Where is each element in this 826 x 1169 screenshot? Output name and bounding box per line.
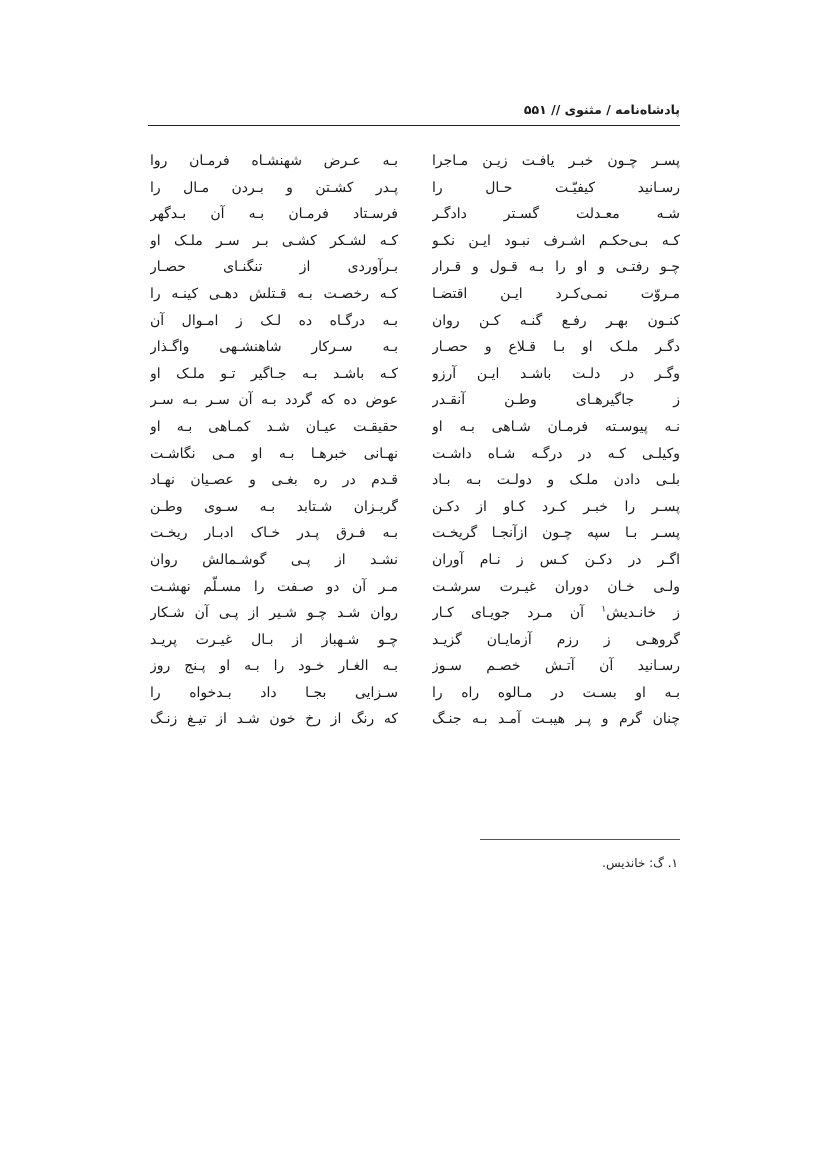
hemistich: فرسـتاد فرمـان بـه آن بـدگهر	[150, 206, 398, 223]
hemistich: بـه عـرض شهنشـاه فرمـان روا	[150, 153, 398, 169]
header-rule	[148, 125, 680, 126]
hemistich-with-footnote-ref	[432, 600, 680, 627]
hemistich: ولـی خـان دوران غیـرت سرشـت	[432, 578, 680, 595]
footnote-ref: ۱	[601, 604, 607, 615]
poem-right-column	[432, 148, 680, 733]
hemistich: بـه فـرق پـدر خـاک ادبـار ریخـت	[150, 525, 398, 542]
footnote: ۱. گ: خاندیس.	[602, 856, 678, 870]
hemistich: مـروّت نمـی‌کـرد ایـن اقتضـا	[432, 285, 680, 302]
hemistich: بـه الغـار خـود را بـه او پـنج روز	[150, 658, 398, 675]
hemistich: بـرآوردی از تنگنـای حصـار	[150, 259, 398, 276]
hemistich: بـه سـرکار شاهنشـهی واگـذار	[150, 339, 398, 356]
hemistich: بلـی دادن ملـک و دولـت بـه بـاد	[432, 472, 680, 489]
hemistich: نهـانی خبرهـا بـه او مـی نگاشـت	[150, 445, 398, 462]
hemistich: چـو شـهباز از بـال غیـرت پریـد	[150, 631, 398, 648]
hemistich: روان شـد چـو شـیر از پـی آن شـکار	[150, 605, 398, 622]
hemistich: نشـد از پـی گوشـمالش روان	[150, 551, 398, 568]
hemistich: اگـر در دکـن کـس ز نـام آوران	[432, 551, 680, 568]
hemistich: کـه لشـکر کشـی بـر سـر ملـک او	[150, 232, 398, 249]
hemistich: چـو رفتـی و او را بـه قـول و قـرار	[432, 259, 680, 276]
footnote-rule	[480, 839, 680, 840]
hemistich: گروهـی ز رزم آزمایـان گزیـد	[432, 631, 680, 648]
hemistich: چنان گرم و پـر هیبـت آمـد بـه جنـگ	[432, 711, 680, 728]
hemistich: کـه بـی‌حکـم اشـرف نبـود ایـن نکـو	[432, 232, 680, 249]
hemistich: وکیلـی کـه در درگـه شـاه داشـت	[432, 445, 680, 462]
hemistich: پسـر بـا سپه چـون ازآنجـا گریخـت	[432, 525, 680, 542]
hemistich: شـه معـدلت گسـتر دادگـر	[432, 206, 680, 223]
hemistich: دگـر ملـک او بـا قـلاع و حصـار	[432, 339, 680, 356]
poem-left-column	[150, 148, 398, 733]
hemistich: نـه پیوسـته فرمـان شـاهی بـه او	[432, 418, 680, 435]
hemistich: بـه درگـاه ده لـک ز امـوال آن	[150, 312, 398, 329]
hemistich: قـدم در ره بغـی و عصـیان نهـاد	[150, 472, 398, 489]
hemistich: وگـر در دلـت باشـد ایـن آرزو	[432, 365, 680, 382]
hemistich: پسـر را خبـر کـرد کـاو از دکـن	[432, 498, 680, 515]
header-title: پادشاه‌نامه / مثنوی // ۵۵۱	[523, 102, 680, 117]
hemistich: مـر آن دو صـفت را مسـلّم نهشـت	[150, 578, 398, 595]
hemistich: که رنگ از رخ خون شـد از تیـغ زنـگ	[150, 711, 398, 728]
hemistich: حقیقـت عیـان شـد کمـاهی بـه او	[150, 418, 398, 435]
hemistich: بـه او بسـت در مـالوه راه را	[432, 684, 680, 701]
hemistich: پـدر کشـتن و بـردن مـال را	[150, 179, 398, 196]
hemistich: سـزایی بجـا داد بـدخواه را	[150, 684, 398, 701]
hemistich: گریـزان شـتابد بـه سـوی وطـن	[150, 498, 398, 515]
hemistich: پسـر چـون خبـر یافـت زیـن مـاجرا	[432, 153, 680, 169]
hemistich-part: آن مـرد جویـای کـار	[432, 605, 602, 622]
hemistich-part: ز خانـدیش	[606, 605, 680, 622]
running-header	[148, 98, 680, 120]
hemistich: ز جاگیرهـای وطـن آنقـدر	[432, 392, 680, 409]
hemistich: عوض ده که گردد بـه آن سـر بـه سـر	[150, 392, 398, 409]
hemistich: کنـون بهـر رفـع گنـه کـن روان	[432, 312, 680, 329]
hemistich: کـه باشـد بـه جـاگیر تـو ملـک او	[150, 365, 398, 382]
hemistich: کـه رخصـت بـه قـتلش دهـی کینـه را	[150, 285, 398, 302]
hemistich: رسـانید کیفیّـت حـال را	[432, 179, 680, 196]
hemistich: رسـانید آن آتـش خصـم سـوز	[432, 658, 680, 675]
